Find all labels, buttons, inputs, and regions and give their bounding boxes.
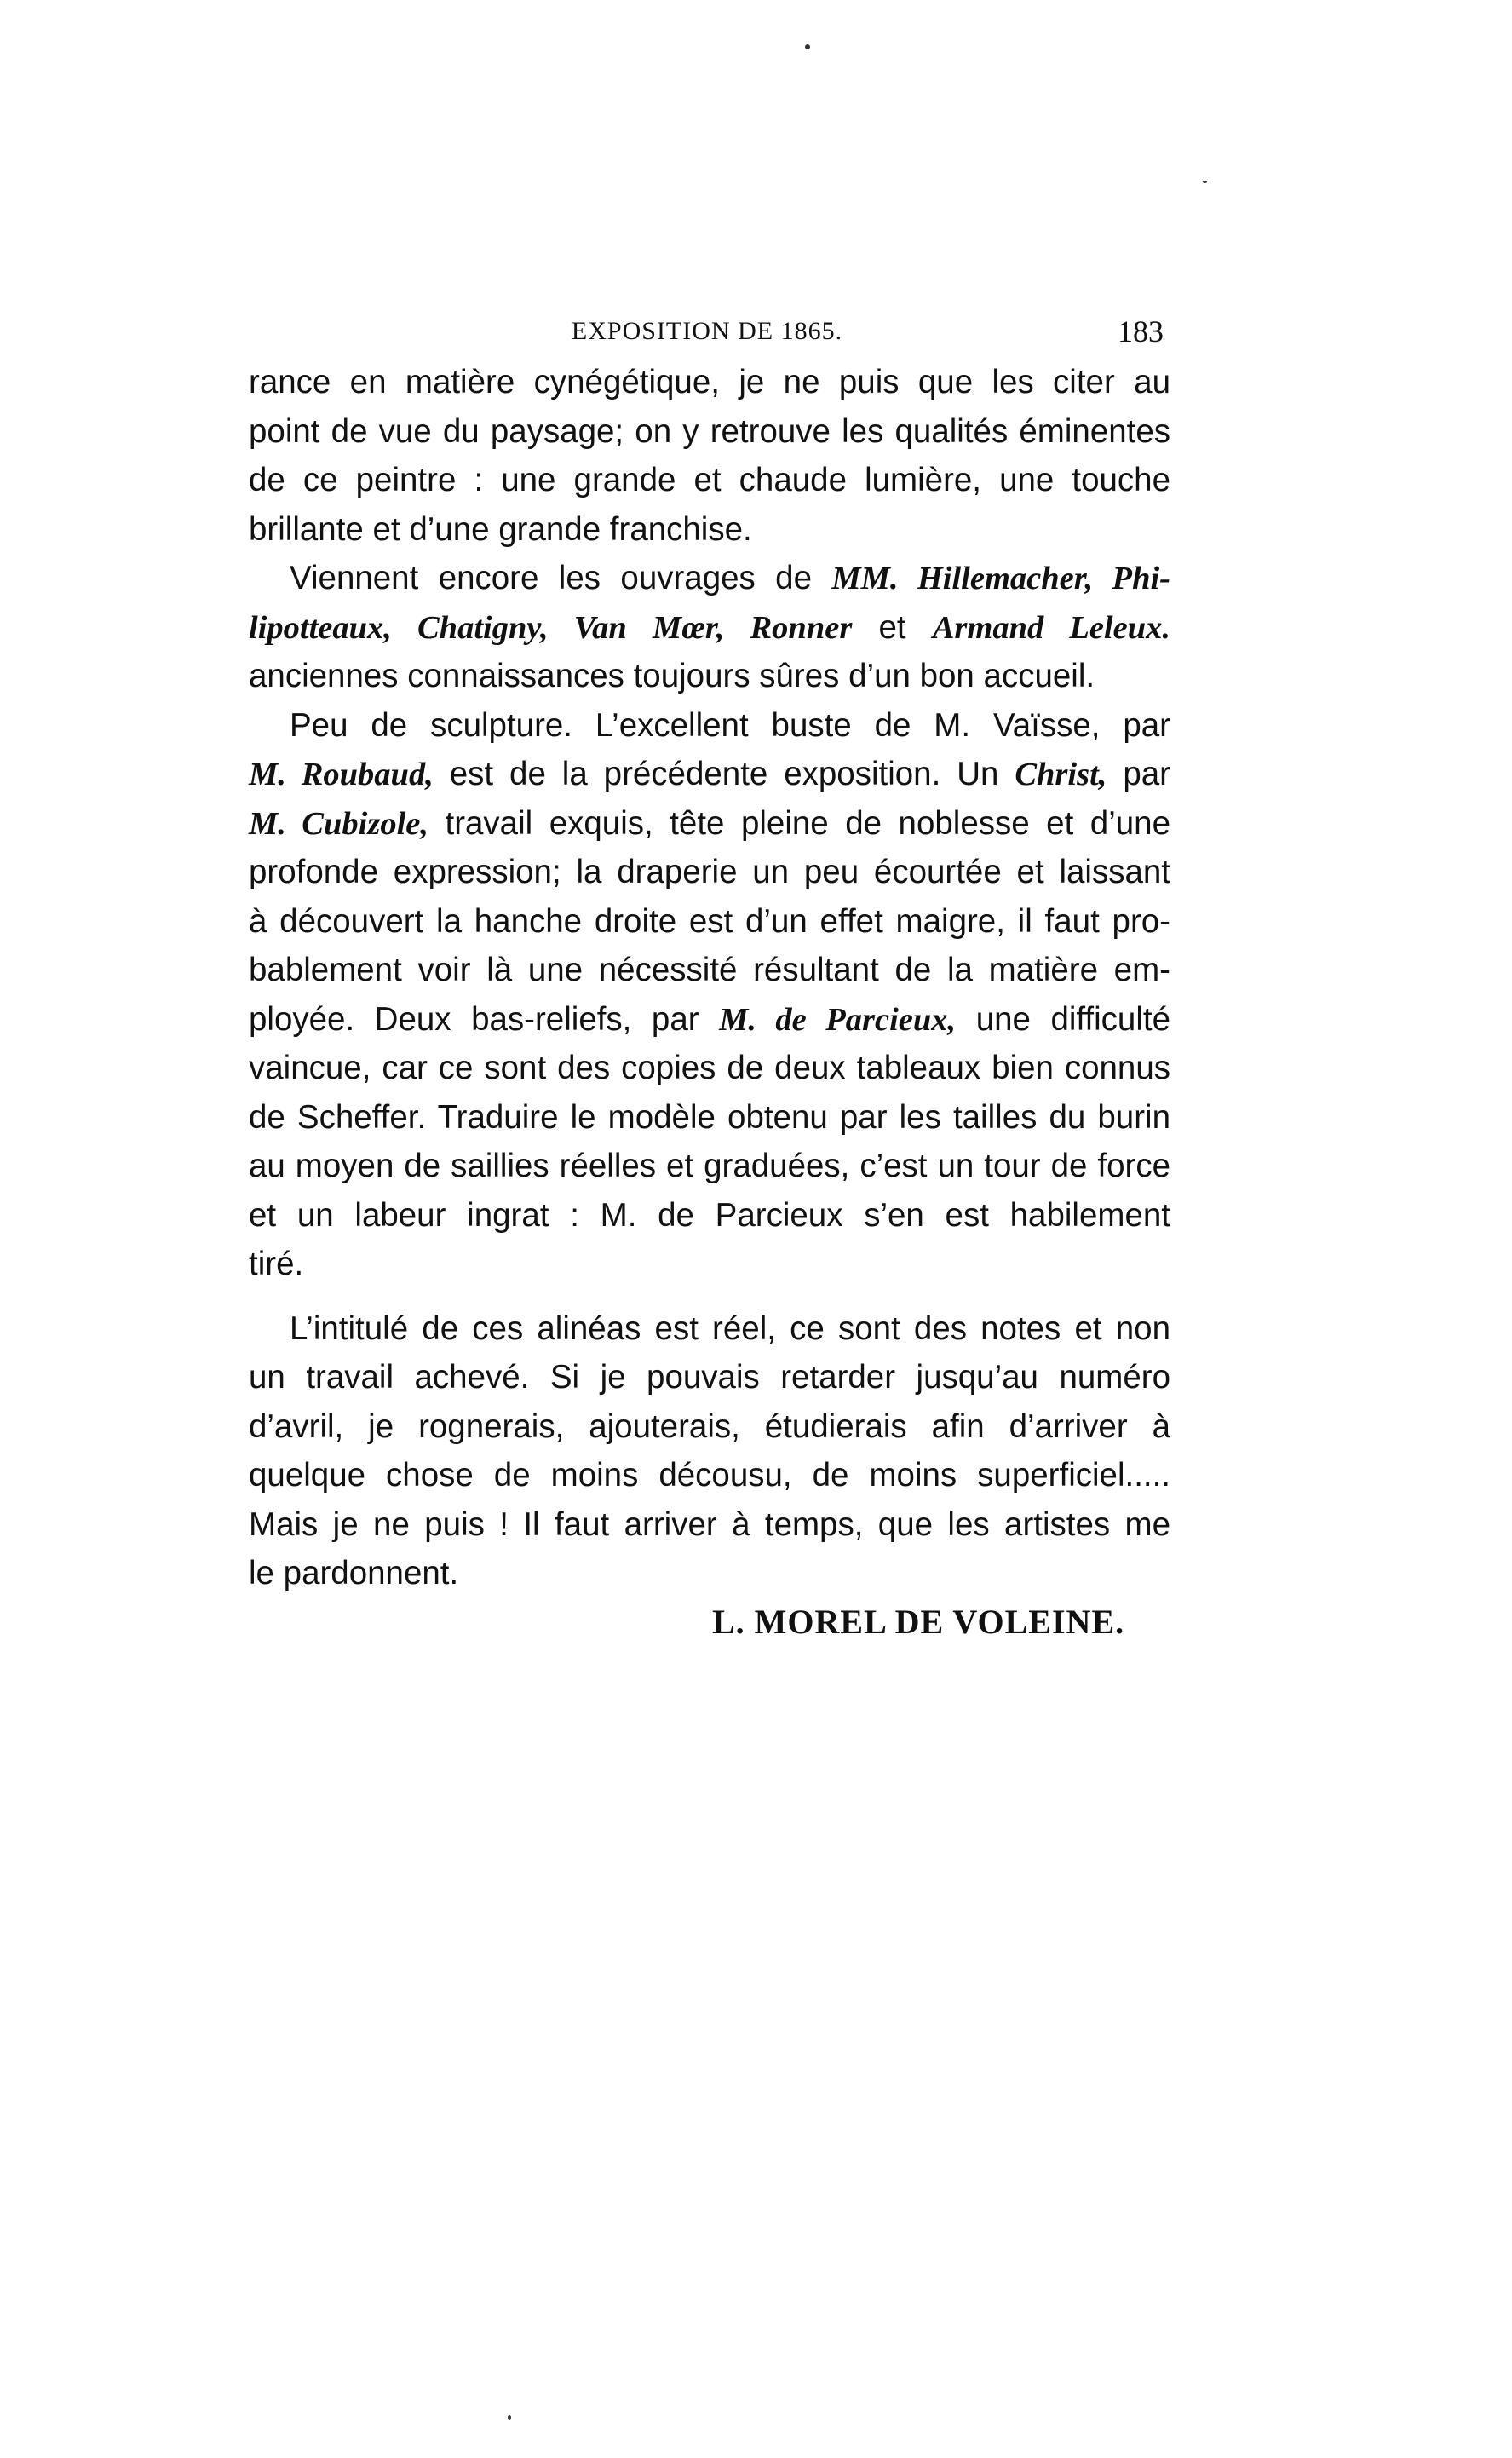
text-line: Peu de sculpture. L’excellent buste de M. Vaïsse, par bbox=[290, 706, 1170, 744]
text-line: le pardonnent. bbox=[249, 1555, 459, 1592]
text-line: point de vue du paysage; on y retrouve les qualités éminentes bbox=[249, 412, 1170, 450]
italic-names: MM. Hillemacher, Phi- bbox=[831, 561, 1170, 596]
page-header bbox=[250, 314, 1164, 356]
scan-speck bbox=[805, 44, 810, 49]
text-line: profonde expression; la draperie un peu écourtée et laissant bbox=[249, 854, 1170, 890]
text-line: un travail achevé. Si je pouvais retarder jusqu’au numéro bbox=[249, 1359, 1170, 1396]
text-line: de ce peintre : une grande et chaude lumière, une touche bbox=[249, 462, 1170, 498]
text-line: tiré. bbox=[249, 1246, 304, 1282]
italic-names: lipotteaux, Chatigny, Van Mœr, Ronner bbox=[249, 609, 853, 646]
italic-names: M. de Parcieux, bbox=[719, 1001, 957, 1038]
text-line: à découvert la hanche droite est d’un effet maigre, il faut pro- bbox=[249, 902, 1170, 940]
paragraph-gap bbox=[249, 1289, 1170, 1304]
text-span: ployée. Deux bas-reliefs, par bbox=[249, 1000, 699, 1038]
text-line: de Scheffer. Traduire le modèle obtenu par les tailles du burin bbox=[249, 1098, 1170, 1136]
scan-speck bbox=[508, 2415, 511, 2420]
text-line: Mais je ne puis ! Il faut arriver à temps, que les artistes me bbox=[249, 1505, 1170, 1543]
page-number: 183 bbox=[1118, 314, 1164, 348]
text-line: quelque chose de moins décousu, de moins superficiel..... bbox=[249, 1457, 1170, 1494]
signature: L. MOREL DE VOLEINE. bbox=[712, 1603, 1125, 1641]
text-span: une difficulté bbox=[975, 1000, 1170, 1038]
text-span: Viennent encore les ouvrages de bbox=[290, 560, 813, 596]
text-line: L’intitulé de ces alinéas est réel, ce sont des notes et non bbox=[290, 1310, 1170, 1347]
paragraph-3 bbox=[249, 701, 1170, 1289]
text-span: par bbox=[1123, 756, 1170, 792]
text-line bbox=[249, 603, 1170, 653]
paragraph-2 bbox=[249, 554, 1170, 701]
text-span: et bbox=[878, 608, 906, 646]
text-line: vaincue, car ce sont des copies de deux tableaux bien connus bbox=[249, 1050, 1170, 1086]
italic-names: Armand Leleux. bbox=[932, 609, 1171, 646]
italic-names: M. Roubaud, bbox=[249, 757, 434, 792]
text-line: et un labeur ingrat : M. de Parcieux s’en est habilement bbox=[249, 1196, 1170, 1234]
italic-names: M. Cubizole, bbox=[249, 805, 428, 842]
text-line: d’avril, je rognerais, ajouterais, étudierais afin d’arriver à bbox=[249, 1407, 1170, 1445]
paragraph-1 bbox=[249, 358, 1170, 554]
running-title: EXPOSITION DE 1865. bbox=[571, 317, 843, 345]
text-line: bablement voir là une nécessité résultant de la matière em- bbox=[249, 952, 1170, 988]
italic-names: Christ, bbox=[1015, 757, 1107, 792]
text-line: rance en matière cynégétique, je ne puis que les citer au bbox=[249, 364, 1170, 400]
body-text bbox=[249, 358, 1170, 1598]
scan-speck bbox=[1203, 181, 1207, 183]
text-line: anciennes connaissances toujours sûres d’un bon accueil. bbox=[249, 658, 1095, 694]
text-line bbox=[249, 750, 1170, 799]
text-line bbox=[249, 799, 1170, 849]
paragraph-4 bbox=[249, 1304, 1170, 1598]
text-line: au moyen de saillies réelles et graduées, c’est un tour de force bbox=[249, 1148, 1170, 1184]
text-line bbox=[249, 554, 1170, 603]
text-span: travail exquis, tête pleine de noblesse et d’une bbox=[445, 804, 1170, 842]
text-span: est de la précédente exposition. Un bbox=[449, 756, 999, 792]
text-line bbox=[249, 995, 1170, 1045]
text-line: brillante et d’une grande franchise. bbox=[249, 510, 752, 548]
